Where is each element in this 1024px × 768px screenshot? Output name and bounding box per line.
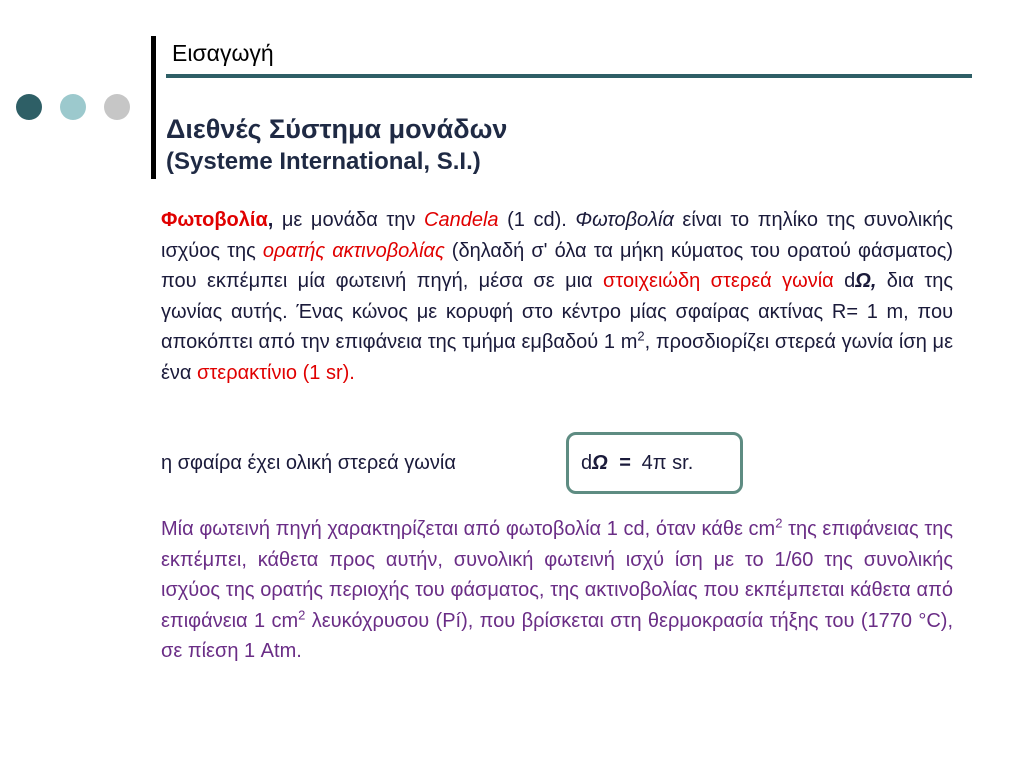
- dot-dark: [16, 94, 42, 120]
- term-steradian: στερακτίνιο (1 sr).: [197, 361, 355, 384]
- term-luminous-intensity-2: Φωτοβολία: [575, 209, 674, 231]
- paragraph-candela-definition: [161, 514, 953, 667]
- section-label: Εισαγωγή: [172, 40, 274, 66]
- text-segment: είναι το πηλίκο της συνολικής ισχύος της: [161, 209, 953, 262]
- omega-symbol: Ω,: [855, 270, 877, 292]
- eq-d: d: [581, 452, 593, 474]
- vertical-divider: [151, 36, 156, 179]
- term-luminous-intensity: Φωτοβολία: [161, 209, 268, 231]
- text-segment: της επιφάνειας της εκπέμπει, κάθετα προς αυτήν, συνολική φωτεινή ισχύ ίση με το 1/60 της συνολικής ισχύος της ορατής περιοχής του φάσματος, της ακτινοβολίας που εκπέμπεται κάθετα από επιφάνεια 1 cm: [161, 518, 953, 632]
- term-candela: Candela: [424, 209, 499, 231]
- dot-gray: [104, 94, 130, 120]
- slide-title: [166, 112, 507, 178]
- sphere-solid-angle-text: η σφαίρα έχει ολική στερεά γωνία: [161, 452, 456, 474]
- eq-equals: =: [607, 452, 642, 474]
- eq-rhs: 4π sr.: [641, 452, 694, 474]
- text-segment: με μονάδα την: [273, 209, 425, 231]
- term-solid-angle: στοιχειώδη στερεά γωνία: [603, 270, 834, 292]
- term-visible-radiation: ορατής ακτινοβολίας: [262, 239, 445, 262]
- text-segment: (1 cd).: [498, 209, 576, 231]
- text-segment: (δηλαδή σ' όλα τα μήκη κύματος του ορατού φάσματος) που εκπέμπει μία φωτεινή πηγή, μέσα σε μια: [161, 239, 953, 292]
- text-segment: , προσδιορίζει στερεά γωνία ίση με ένα: [161, 331, 953, 384]
- superscript: 2: [775, 515, 783, 531]
- paragraph-luminous-intensity: [161, 205, 953, 388]
- header-rule: [166, 74, 972, 78]
- superscript: 2: [637, 328, 645, 344]
- text-segment: d: [833, 270, 856, 292]
- equation: [581, 452, 693, 475]
- title-line-1: Διεθνές Σύστημα μονάδων: [166, 114, 508, 144]
- text-segment: λευκόχρυσου (Pí), που βρίσκεται στη θερμοκρασία τήξης του (1770 °C), σε πίεση 1 Atm.: [161, 609, 953, 662]
- decorative-dots: [16, 94, 130, 120]
- text-segment: δια της γωνίας αυτής. Ένας κώνος με κορυφή στο κέντρο μίας σφαίρας ακτίνας R= 1 m, που αποκόπτει από την επιφάνεια της τμήμα εμβαδού 1 m: [161, 270, 953, 353]
- dot-light: [60, 94, 86, 120]
- eq-omega: Ω: [592, 452, 608, 474]
- title-line-2: (Systeme International, S.I.): [166, 148, 481, 175]
- comma: ,: [267, 209, 274, 231]
- text-segment: Μία φωτεινή πηγή χαρακτηρίζεται από φωτοβολία 1 cd, όταν κάθε cm: [161, 518, 776, 540]
- superscript: 2: [298, 606, 306, 622]
